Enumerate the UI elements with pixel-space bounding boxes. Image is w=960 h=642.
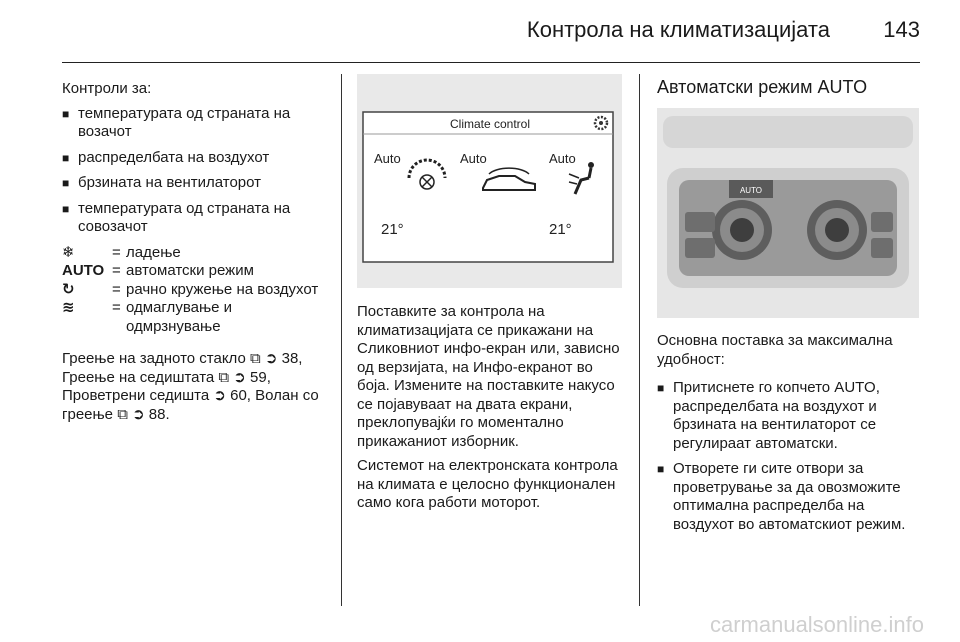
column-divider [639, 74, 640, 606]
snowflake-icon: ❄ [62, 243, 75, 261]
screen-label: Auto [460, 151, 487, 166]
legend-row-auto: AUTO = автоматски режим [62, 262, 330, 281]
screen-label: Auto [549, 151, 576, 166]
control-panel-photo [657, 108, 919, 318]
legend-row-recirculation: ↻ = рачно кружење на воздухот [62, 281, 330, 300]
list-item: ■ распределбата на воздухот [62, 149, 330, 168]
climate-screen-illustration [357, 74, 622, 288]
list-item: ■ брзината на вентилаторот [62, 174, 330, 193]
column-middle [357, 303, 625, 519]
legend-row-defrost: ≋ = одмаглување и одмрзнување [62, 299, 330, 336]
page-header [62, 0, 920, 63]
screen-label: Auto [374, 151, 401, 166]
list-item: ■ температурата од страната на возачот [62, 105, 330, 142]
column-divider [341, 74, 342, 606]
paragraph: Поставките за контрола на климатизацијата се прикажани на Сликовниот инфо-екран или, зависно од верзијата, на Инфо-екранот во боја. Измените на поставките накусо се појавуваат на двата екрани, преклопувајќи го моментално прикажаниот изборник. [357, 303, 620, 450]
section-heading: Автоматски режим AUTO [657, 77, 868, 97]
auto-symbol: AUTO [62, 262, 105, 279]
temperature-right: 21° [549, 221, 572, 238]
paragraph: Системот на електронската контрола на климата е целосно функционален само кога работи моторот. [357, 457, 618, 511]
legend-row-cooling: ❄ = ладење [62, 244, 330, 263]
list-item: ■ температурата од страната на совозачот [62, 200, 330, 237]
controls-list [62, 105, 330, 237]
column-right [657, 78, 922, 107]
recirculation-icon: ↻ [62, 280, 75, 298]
temperature-left: 21° [381, 221, 404, 238]
cross-references: Греење на задното стакло ⧉ ➲ 38, Греење на седиштата ⧉ ➲ 59, Проветрени седишта ➲ 60, Волан со греење ⧉ ➲ 88. [62, 350, 319, 423]
list-item: ■ Отворете ги сите отвори за проветрување за да овозможите оптимална распределба на воздухот во автоматскиот режим. [657, 460, 922, 534]
page-title: Контрола на климатизацијата [526, 17, 830, 42]
legend-text: ладење [126, 243, 181, 261]
symbol-legend [62, 244, 330, 337]
auto-steps [657, 379, 922, 534]
settings-intro: Основна поставка за максимална удобност: [657, 332, 893, 368]
page-number: 143 [883, 17, 920, 42]
auto-button-label: AUTO [739, 186, 763, 195]
legend-text: автоматски режим [126, 262, 254, 279]
column-left [62, 80, 330, 430]
watermark: carmanualsonline.info [709, 612, 924, 637]
list-item: ■ Притиснете го копчето AUTO, распределбата на воздухот и брзината на вентилаторот се регулираат автоматски. [657, 379, 922, 453]
legend-text: рачно кружење на воздухот [126, 280, 319, 298]
controls-intro: Контроли за: [62, 80, 152, 97]
left-knob [712, 200, 772, 260]
column-right-text [657, 332, 922, 541]
legend-text: одмаглување и одмрзнување [126, 299, 233, 335]
defrost-icon: ≋ [62, 299, 75, 316]
screen-title: Climate control [449, 117, 531, 131]
right-knob [807, 200, 867, 260]
